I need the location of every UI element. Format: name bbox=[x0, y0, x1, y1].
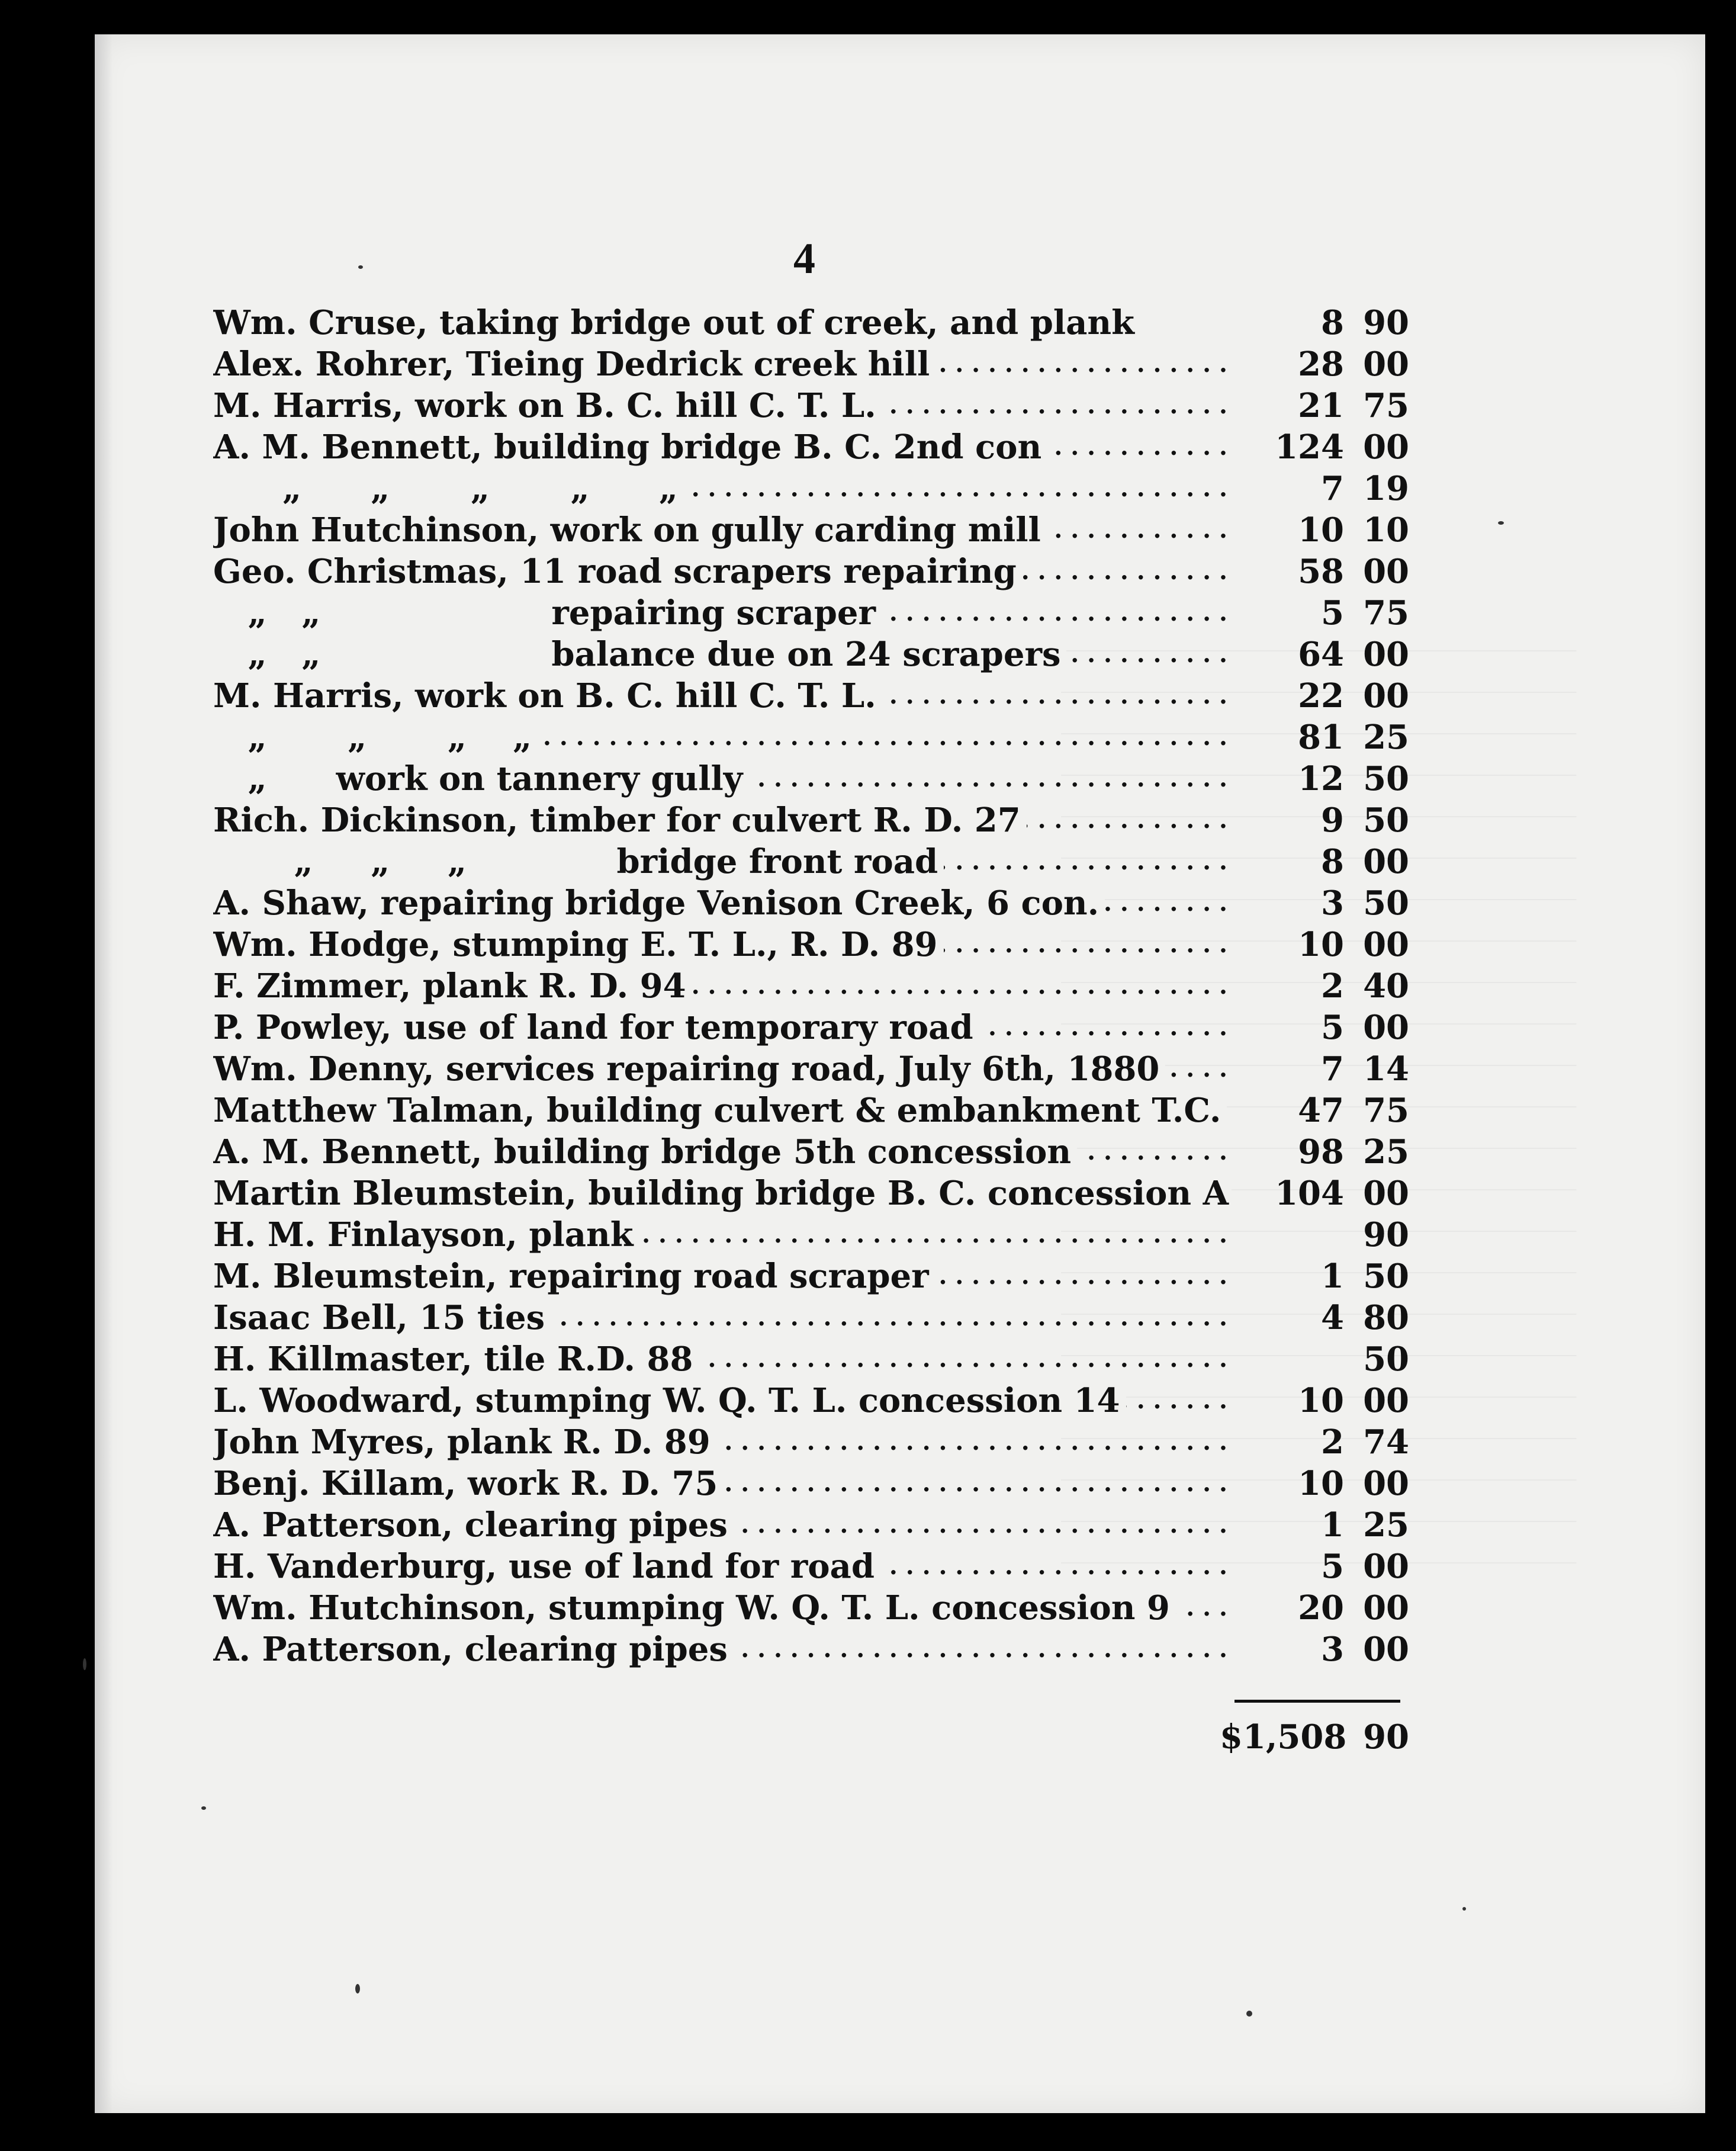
ledger-row bbox=[213, 717, 1409, 758]
entry-description bbox=[213, 1338, 1232, 1380]
entry-description bbox=[213, 426, 1232, 468]
entry-cents: 00 bbox=[1363, 552, 1409, 591]
ledger-row bbox=[213, 343, 1409, 385]
ledger-row bbox=[213, 509, 1409, 551]
entry-dollars: 7 bbox=[1321, 1049, 1344, 1089]
entry-dollars: 5 bbox=[1321, 1008, 1344, 1047]
entry-description bbox=[213, 924, 1232, 965]
entry-dollars: 22 bbox=[1298, 676, 1344, 715]
entry-cents: 90 bbox=[1363, 303, 1409, 342]
entry-cents: 00 bbox=[1363, 1464, 1409, 1503]
entry-description bbox=[213, 758, 1232, 800]
entry-cents: 10 bbox=[1363, 511, 1409, 550]
entry-dollars: 1 bbox=[1321, 1257, 1344, 1296]
ledger-row bbox=[213, 1380, 1409, 1421]
entry-description-text: Matthew Talman, building culvert & embankment T.C. bbox=[213, 1091, 1227, 1130]
entry-dollars: 8 bbox=[1321, 842, 1344, 881]
entry-description-text: P. Powley, use of land for temporary road bbox=[213, 1008, 979, 1047]
entry-dollars: 9 bbox=[1321, 801, 1344, 840]
entry-dollars: 124 bbox=[1275, 428, 1344, 467]
entry-description bbox=[213, 468, 1232, 509]
entry-description-text: „ „ „ „ bbox=[213, 718, 538, 757]
entry-description-text: Rich. Dickinson, timber for culvert R. D. 27 bbox=[213, 801, 1027, 840]
entry-description-text: Wm. Denny, services repairing road, July 6th, 1880 bbox=[213, 1049, 1165, 1089]
entry-cents: 50 bbox=[1363, 1257, 1409, 1296]
entry-description bbox=[213, 1048, 1232, 1090]
entry-description-text: A. Patterson, clearing pipes bbox=[213, 1630, 734, 1669]
ledger-row bbox=[213, 1629, 1409, 1670]
entry-dollars: 3 bbox=[1321, 884, 1344, 923]
entry-description-text: Martin Bleumstein, building bridge B. C. concession A bbox=[213, 1174, 1232, 1213]
entry-description-text: Alex. Rohrer, Tieing Dedrick creek hill bbox=[213, 345, 935, 384]
entry-description bbox=[213, 1380, 1232, 1421]
entry-dollars: 7 bbox=[1321, 469, 1344, 508]
entry-cents: 74 bbox=[1363, 1423, 1409, 1462]
entry-dollars: 5 bbox=[1321, 593, 1344, 633]
entry-dollars: 10 bbox=[1298, 511, 1344, 550]
entry-description bbox=[213, 634, 1232, 675]
entry-description bbox=[213, 800, 1232, 841]
entry-cents: 75 bbox=[1363, 1091, 1409, 1130]
entry-description bbox=[213, 1090, 1232, 1131]
entry-description-text: John Myres, plank R. D. 89 bbox=[213, 1423, 716, 1462]
entry-cents: 00 bbox=[1363, 428, 1409, 467]
entry-description bbox=[213, 592, 1232, 634]
entry-description-text: L. Woodward, stumping W. Q. T. L. concession 14 bbox=[213, 1381, 1126, 1420]
ledger-row bbox=[213, 1546, 1409, 1587]
entry-dollars: 64 bbox=[1298, 635, 1344, 674]
entry-dollars: 10 bbox=[1298, 925, 1344, 964]
entry-description-text: A. Patterson, clearing pipes bbox=[213, 1505, 734, 1545]
entry-dollars: 104 bbox=[1275, 1174, 1344, 1213]
entry-description-text: H. Vanderburg, use of land for road bbox=[213, 1547, 880, 1586]
ledger-row bbox=[213, 1214, 1409, 1256]
entry-description bbox=[213, 1131, 1232, 1173]
entry-description bbox=[213, 675, 1232, 717]
entry-cents: 00 bbox=[1363, 925, 1409, 964]
entry-cents: 25 bbox=[1363, 1132, 1409, 1171]
entry-dollars: 28 bbox=[1298, 345, 1344, 384]
entry-description bbox=[213, 882, 1232, 924]
ledger-row bbox=[213, 468, 1409, 509]
entry-cents: 14 bbox=[1363, 1049, 1409, 1089]
entry-cents: 40 bbox=[1363, 967, 1409, 1006]
entry-dollars: 4 bbox=[1321, 1298, 1344, 1337]
entry-cents: 19 bbox=[1363, 469, 1409, 508]
entry-dollars: 10 bbox=[1298, 1381, 1344, 1420]
entry-description bbox=[213, 1007, 1232, 1048]
ledger-row bbox=[213, 1090, 1409, 1131]
entry-description bbox=[213, 302, 1232, 343]
ledger-row bbox=[213, 1173, 1409, 1214]
entry-description-text: „ „ balance due on 24 scrapers bbox=[213, 635, 1066, 674]
entry-description bbox=[213, 1629, 1232, 1670]
ledger-row bbox=[213, 302, 1409, 343]
ledger-row bbox=[213, 924, 1409, 965]
ledger-row bbox=[213, 1463, 1409, 1504]
entry-description bbox=[213, 1546, 1232, 1587]
ledger-row bbox=[213, 385, 1409, 426]
entry-dollars: 81 bbox=[1298, 718, 1344, 757]
entry-cents: 25 bbox=[1363, 718, 1409, 757]
entry-description-text: „ „ „ bridge front road bbox=[213, 842, 944, 881]
entry-description bbox=[213, 717, 1232, 758]
ledger-row bbox=[213, 551, 1409, 592]
ledger-row bbox=[213, 634, 1409, 675]
entry-description bbox=[213, 1214, 1232, 1256]
entry-cents: 75 bbox=[1363, 386, 1409, 425]
entry-cents: 00 bbox=[1363, 1381, 1409, 1420]
entry-cents: 50 bbox=[1363, 884, 1409, 923]
entry-description bbox=[213, 1463, 1232, 1504]
page-number: 4 bbox=[793, 235, 815, 283]
ledger-row bbox=[213, 1256, 1409, 1297]
total-rule bbox=[1235, 1700, 1400, 1703]
entry-dollars: 1 bbox=[1321, 1505, 1344, 1545]
entry-description-text: A. M. Bennett, building bridge B. C. 2nd con bbox=[213, 428, 1047, 467]
entry-cents: 00 bbox=[1363, 1008, 1409, 1047]
entry-description bbox=[213, 385, 1232, 426]
entry-cents: 50 bbox=[1363, 801, 1409, 840]
entry-dollars: 12 bbox=[1298, 759, 1344, 798]
entry-cents: 25 bbox=[1363, 1505, 1409, 1545]
ledger-row bbox=[213, 426, 1409, 468]
ledger-row bbox=[213, 1131, 1409, 1173]
entry-description-text: „ „ repairing scraper bbox=[213, 593, 882, 633]
entry-description-text: John Hutchinson, work on gully carding mill bbox=[213, 511, 1047, 550]
ledger-row bbox=[213, 592, 1409, 634]
entry-description-text: Wm. Cruse, taking bridge out of creek, and plank bbox=[213, 303, 1140, 342]
print-speck bbox=[358, 265, 363, 269]
entry-description-text: M. Bleumstein, repairing road scraper bbox=[213, 1257, 935, 1296]
expense-ledger bbox=[213, 302, 1409, 1670]
entry-cents: 75 bbox=[1363, 593, 1409, 633]
entry-description-text: Isaac Bell, 15 ties bbox=[213, 1298, 551, 1337]
ledger-row bbox=[213, 1587, 1409, 1629]
entry-description bbox=[213, 841, 1232, 882]
ledger-row bbox=[213, 882, 1409, 924]
entry-cents: 00 bbox=[1363, 1174, 1409, 1213]
entry-description-text: Geo. Christmas, 11 road scrapers repairing bbox=[213, 552, 1023, 591]
entry-cents: 90 bbox=[1363, 1215, 1409, 1254]
entry-cents: 00 bbox=[1363, 635, 1409, 674]
ledger-row bbox=[213, 758, 1409, 800]
entry-description-text: „ „ „ „ „ bbox=[213, 469, 684, 508]
entry-description-text: M. Harris, work on B. C. hill C. T. L. bbox=[213, 386, 882, 425]
total-cents: 90 bbox=[1363, 1717, 1409, 1757]
entry-description bbox=[213, 1587, 1232, 1629]
entry-dollars: 47 bbox=[1298, 1091, 1344, 1130]
print-speck bbox=[1246, 2011, 1252, 2017]
entry-dollars: 20 bbox=[1298, 1588, 1344, 1627]
entry-dollars: 2 bbox=[1321, 967, 1344, 1006]
entry-description-text: A. M. Bennett, building bridge 5th concession bbox=[213, 1132, 1077, 1171]
print-speck bbox=[1498, 521, 1504, 525]
ledger-row bbox=[213, 965, 1409, 1007]
entry-description-text: M. Harris, work on B. C. hill C. T. L. bbox=[213, 676, 882, 715]
entry-cents: 00 bbox=[1363, 345, 1409, 384]
entry-dollars: 2 bbox=[1321, 1423, 1344, 1462]
total-dollars: $1,508 bbox=[1220, 1717, 1347, 1757]
entry-cents: 00 bbox=[1363, 1630, 1409, 1669]
entry-description-text: Benj. Killam, work R. D. 75 bbox=[213, 1464, 724, 1503]
entry-description-text: H. M. Finlayson, plank bbox=[213, 1215, 639, 1254]
entry-dollars: 3 bbox=[1321, 1630, 1344, 1669]
ledger-row bbox=[213, 800, 1409, 841]
print-speck bbox=[83, 1658, 86, 1670]
ledger-row bbox=[213, 1297, 1409, 1338]
ledger-row bbox=[213, 1048, 1409, 1090]
entry-dollars: 5 bbox=[1321, 1547, 1344, 1586]
ledger-row bbox=[213, 1421, 1409, 1463]
print-speck bbox=[1462, 1907, 1466, 1911]
entry-description-text: Wm. Hutchinson, stumping W. Q. T. L. concession 9 bbox=[213, 1588, 1176, 1627]
ledger-row bbox=[213, 675, 1409, 717]
entry-description bbox=[213, 1504, 1232, 1546]
entry-cents: 80 bbox=[1363, 1298, 1409, 1337]
entry-description bbox=[213, 551, 1232, 592]
entry-dollars: 8 bbox=[1321, 303, 1344, 342]
print-speck bbox=[355, 1984, 360, 1993]
entry-description bbox=[213, 1173, 1232, 1214]
entry-description-text: A. Shaw, repairing bridge Venison Creek, 6 con. bbox=[213, 884, 1105, 923]
entry-cents: 50 bbox=[1363, 1340, 1409, 1379]
entry-cents: 00 bbox=[1363, 676, 1409, 715]
ledger-row bbox=[213, 1007, 1409, 1048]
entry-description bbox=[213, 1421, 1232, 1463]
entry-description bbox=[213, 965, 1232, 1007]
entry-cents: 00 bbox=[1363, 1547, 1409, 1586]
ledger-row bbox=[213, 841, 1409, 882]
entry-dollars: 10 bbox=[1298, 1464, 1344, 1503]
entry-description-text: Wm. Hodge, stumping E. T. L., R. D. 89 bbox=[213, 925, 944, 964]
entry-description-text: „ work on tannery gully bbox=[213, 759, 748, 798]
entry-description-text: H. Killmaster, tile R.D. 88 bbox=[213, 1340, 699, 1379]
ledger-row bbox=[213, 1338, 1409, 1380]
entry-description bbox=[213, 343, 1232, 385]
entry-cents: 00 bbox=[1363, 842, 1409, 881]
entry-dollars: 21 bbox=[1298, 386, 1344, 425]
entry-dollars: 98 bbox=[1298, 1132, 1344, 1171]
entry-dollars: 58 bbox=[1298, 552, 1344, 591]
entry-description bbox=[213, 1256, 1232, 1297]
entry-description bbox=[213, 509, 1232, 551]
entry-cents: 50 bbox=[1363, 759, 1409, 798]
entry-cents: 00 bbox=[1363, 1588, 1409, 1627]
entry-description bbox=[213, 1297, 1232, 1338]
print-speck bbox=[201, 1806, 206, 1810]
page-edge-shadow bbox=[95, 34, 112, 2113]
ledger-total bbox=[1220, 1717, 1409, 1757]
entry-description-text: F. Zimmer, plank R. D. 94 bbox=[213, 967, 692, 1006]
ledger-row bbox=[213, 1504, 1409, 1546]
